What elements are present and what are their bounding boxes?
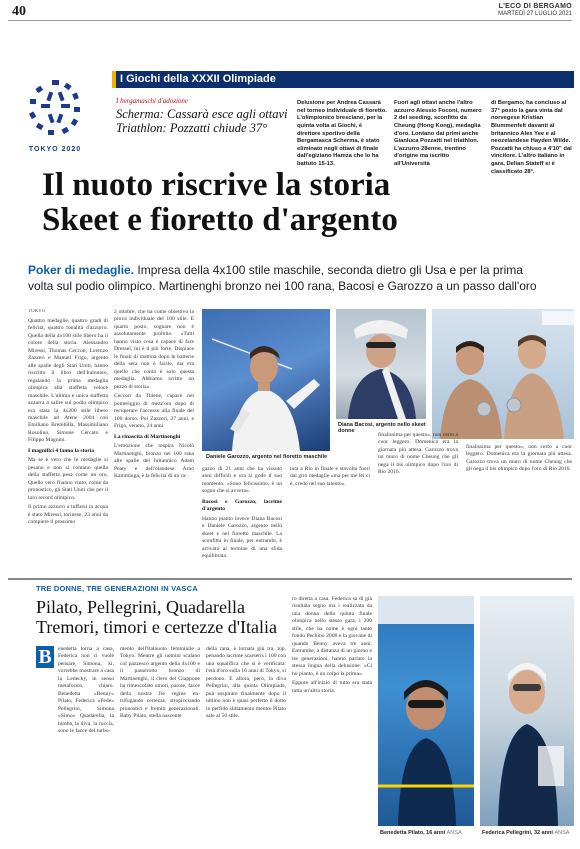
caption-pilato-credit: ANSA [446,830,462,836]
main-summary [28,263,548,295]
section-banner: I Giochi della XXXII Olimpiade [112,71,574,88]
shooter-illustration [336,309,426,419]
bottom-col1-paragraph: enedetta torna a casa, Federica non ci vuole pensare, Simona, ki, vorrebbe mostrare a casa la Ledecky, in senso metaforico, chiaro. Benedetta «Benny» Pilato, Federica «Fede» Pellegrini, Simona «Simo» Quadarella, la bimba, la diva, la roccia, sono le facce del turbo- [58,646,114,735]
page-number: 40 [12,4,26,19]
col1-paragraph-3: Il primo azzurro a tuffarsi in acqua è stato Miressi, torinese, 23 anni da compiere il prossimo [28,504,108,526]
bottom-col4-paragraph-2: Eppure all'inizio di tutto era stata tutta un'altra storia. [292,680,372,694]
main-headline-line-1: Il nuoto riscrive la storia [42,167,391,203]
swimmers-illustration [432,309,574,439]
brief-column-2: Fuori agli ottavi anche l'altro azzurro Alessio Foconi, numero 2 del seeding, sconfitto da Cheung (Hong Kong), medaglia d'oro. Lontano dai primi anche Gianluca Pozzatti nel triathlon. L'azzurro 28enne, trentino d'origine ma iscritto all'Università [394,100,482,168]
bottom-column-3 [206,646,286,841]
bottom-column-1 [58,646,114,841]
col5-paragraph: finalissima per questo», non certo a cuor leggero. Domenica era la giornata più attesa. Garozzo trova un muro di nome Cheung che gli nega il bis olimpico dopo l'oro di Rio 2016. [378,432,458,476]
summary-lead: Poker di medaglie. [28,263,135,277]
summary-text: Impresa della 4x100 stile maschile, seconda dietro gli Usa e per la prima volta sul podio olimpico. Martinenghi bronzo nei 100 rana, Bacosi e Garozzo a un passo dall'oro [28,263,537,293]
top-rule [8,20,572,21]
photo-relay [432,309,574,439]
photo-bacosi [336,309,426,419]
dateline: TOKYO [28,309,46,314]
top-headline: Scherma: Cassarà esce agli ottavi Triathlon: Pozzatti chiude 37° [116,107,288,135]
col4-paragraph: tuta a Rio in finale e stavolta fuori dal giro medaglie «ma per me lei ci è, credo nel suo talento». [290,466,370,487]
paper-name: L'ECO DI BERGAMO [498,3,572,10]
col3-paragraph: gazzo di 21 anni che ha vissuto anni difficili e ora si gode il suo momento. «Sono felicissimo, è un sogno che si avvera». [202,466,282,495]
brief-column-3: di Bergamo, ha concluso al 37° posto la gara vinta dal norvegese Kristian Blummenfelt davanti al britannico Alex Yee e al neozelandese Hayden Wilde. Pozzatti ha chiuso a 4'10" dal vincitore. L'altro italiano in gara, Delian Stateff si è classificato 28°. [491,100,572,175]
col2-paragraph: 2 ottobre, che ha come obiettivo la prova individuale del 100 stile. E quarto posto, sognare non è assolutamente proibito. «Tutti hanno visto cosa è capace di fare Dressel, lui è il più forte. Dispiace le finali di mattina dopo le batterie della sera non è facile, ma era quello che conta è solo questa medaglia. Abbiamo scritto un pezzo di storia». [114,309,194,390]
dropcap: B [36,646,54,668]
caption-pilato-text: Benedetta Pilato, 16 anni [380,830,446,836]
photo-garozzo [202,309,330,451]
caption-bacosi: Diana Bacosi, argento nello skeet donne [338,422,426,434]
bottom-headline [36,597,306,637]
article-column-3 [202,466,282,574]
bottom-separator [8,578,572,580]
bottom-column-2 [120,646,200,841]
bottom-kicker: TRE DONNE, TRE GENERAZIONI IN VASCA [36,584,198,593]
pellegrini-illustration [480,596,574,826]
col6-paragraph: finalissima per questo», non certo a cuor leggero. Domenica era la giornata più attesa. Garozzo trova un muro di nome Cheung che gli nega il bis olimpico dopo l'oro di Rio 2016. [466,444,572,473]
col3-paragraph-2: Hanno pianto invece Diana Bacosi e Daniele Garozzo, argento nello skeet e nel fioretto maschile. La sconfitta in finale, per entrambi, è arrivata al termine di una sfida equilibrata. [202,515,282,560]
article-column-6 [466,444,572,574]
bottom-col2-paragraph: mento dell'Italnuoto femminile a Tokyo. Mentre gli uomini scalano col pazzesco argento della 4x100 e il passerotto bronzo di Martinenghi, il clero del Giappone ha rimescolato umori, parole, facce della nostra fre regine en-trifugando certezze, stropicciando pronostici e fremiti generazionali. Baby Pilato, stella nascente [120,646,200,720]
caption-pilato [380,830,476,836]
pilato-illustration [378,596,474,826]
article-column-2 [114,309,194,575]
bottom-column-4 [292,596,372,841]
tokyo-2020-emblem-icon [26,78,84,144]
main-headline-line-2: Skeet e fioretto d'argento [42,201,398,238]
caption-pellegrini [482,830,576,836]
article-column-4 [290,466,370,574]
col1-paragraph: Quattro medaglie, quattro gradi di felicità, quattro tonalità d'azzurro. Quella della 4x100 stile libero ha il colore della storia. Alessandro Miressi, Thomas Ceccon, Lorenzo Zazzeri e Manuel Frigo, argento alle spalle degli Stati Uniti, hanno riscritto il libro dell'Italnuoto, regalando la prima medaglia olimpica alla staffetta veloce maschile. L'ultima e unica staffetta azzurra a salire sul podio olimpico era stata la 4x200 stile libero maschile ad Atene 2004 con Emiliano Brembilla, Massimiliano Rosolino, Simone Cercato e Filippo Magnini. [28,317,108,444]
photo-pellegrini [480,596,574,826]
col1-subhead: I magnifici 4 fanno la storia [28,447,95,454]
top-kicker: I bergamaschi d'adozione [116,97,189,105]
bottom-col3-paragraph: della rana, è tornata giù tra, top, penando lacrime scarseris i 100 con una squalifica che si è verificata: l'età d'oro sulla 16 anni di Tokyo, si perdono. E allora, però, la diva Pellegrini, alla quinta Olimpiade, puà sospirare finalmente dopo il ultimo non è quasi perfetto il dotto in perfido slittamento mentre Pilato sale ai 50 stile. [206,646,286,720]
page-date: MARTEDÌ 27 LUGLIO 2021 [498,11,572,18]
brief-column-1: Delusione per Andrea Cassarà nel torneo individuale di fioretto. L'olimpionico bresciano, per la quinta volta ai Giochi, è direttore sportivo della Bergamasca Scherma, è stato eliminato negli ottavi di finale dall'egiziano Hamza che lo ha battuto 15-13. [297,100,387,168]
col2-paragraph-2: Ceccon da Thiene, capace nel pomeriggio di mezz'ora dopo di recuperare l'accesso alla finale dei 100 dorso. Poi Zazzeri, 27 anni, e Frigo, veneto, 24 anni. [114,393,194,430]
caption-garozzo: Daniele Garozzo, argento nel fioretto maschile [206,454,328,460]
bottom-headline-line-2: Tremori, timori e certezze d'Italia [36,617,277,638]
article-column-5 [378,432,458,574]
bottom-col4-paragraph: ro diretta a casa. Federica sa di già risultata segno ma i realizzata da una donna della quinta finale olimpica nello stesso gara, i 200 stile, che ha nome è ogni tanto fondo Pechino 2008 e la giovane di quando Benny aveva tre anni. Entrambe, a distanza di un giorno e tre generazioni, hanno parlato la stessa lingua della delusione. «Ci ho pianto, è un colpo la prima». [292,596,372,677]
photo-pilato [378,596,474,826]
tokyo-2020-logo-text: TOKYO 2020 [28,146,82,153]
fencer-illustration [202,309,330,451]
col3-subhead: Bacosi e Garozzo, lacrime d'argento [202,498,282,513]
main-headline [42,168,542,238]
col2-subhead: La rinascita di Martinenghi [114,433,181,440]
caption-pellegrini-credit: ANSA [554,830,570,836]
article-column-1 [28,309,108,575]
col2-paragraph-3: L'emozione che respira Nicolò Martinenghi, bronzo nei 100 rana alle spalle del britannico Adam Peaty e dell'olandese Arno Kamminga, è la felicità di un ra- [114,443,194,480]
masthead [498,3,572,19]
bottom-headline-line-1: Pilato, Pellegrini, Quadarella [36,597,245,617]
col1-paragraph-2: Ma se è vero che le medaglie si pesano e non si contano quella della staffetta pesa come un oro. Quello vero l'hanno vinto, come da pronostico, gli Stati Uniti che per il loro record olimpico. [28,457,108,501]
caption-pellegrini-text: Federica Pellegrini, 32 anni [482,830,553,836]
